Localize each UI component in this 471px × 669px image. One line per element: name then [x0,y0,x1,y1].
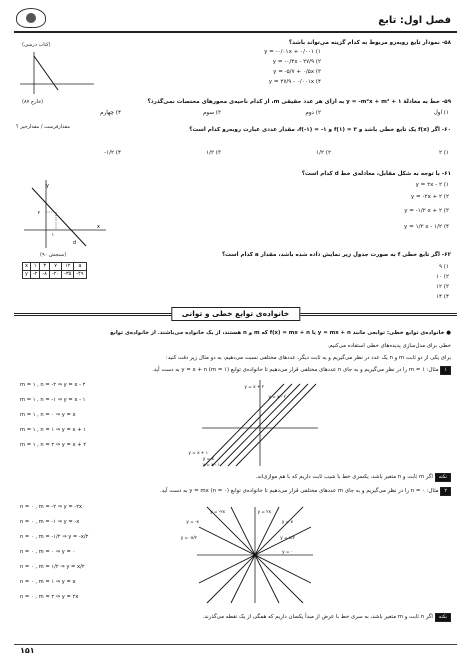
q60-option-1: ۲ (۱ [439,150,449,156]
q62-table-row-y [23,270,87,278]
intro-paragraph-1: ● خانواده‌ی توابع خطی: توابعی مانند y = mx + n یا f(x) = mx + n که m و n هستند، از یک خانواده می‌باشند. از خانواده‌ی توابع [110,330,451,336]
family1-label-c: y = x + ۱ [188,450,208,455]
family1-list [20,378,86,453]
q60-side-fraction: مقدارفرست / مقدارخیز ؟ [16,124,70,130]
family1-label-b: y = x - ۲ [268,394,286,399]
q59-option-2: ۲) دوم [305,110,321,116]
family2-label-d: y = x [281,519,293,524]
table-cell: ۱۲ [62,263,74,271]
family2-label-f: y = -x/۲ [180,535,197,540]
question-61: ۶۱- با توجه به شکل مقابل، معادله‌ی خط d کدام است؟ [301,171,451,177]
q61-y-label: y [46,183,49,189]
note-1-text: اگر m ثابت و n متغیر باشد، یکسری خط با شیب ثابت داریم که با هم موازی‌اند. [255,474,433,480]
q58-option-4: y = ۲۷/۹ - ۰/۰۰۱x (۴ [268,79,321,85]
list-item: n = ۰ , m = -۱/۲ ⇒ y = -x/۲ [20,534,89,540]
q58-option-3: y = -۵/۷ + ۰/۵x (۳ [273,69,321,75]
table-cell: x [23,263,31,271]
q58-source: (کتاب درسی) [22,42,51,48]
q58-line [34,56,58,90]
table-cell: -۸ [40,270,50,278]
family2-list [20,500,88,605]
table-cell: y [23,270,31,278]
intro-paragraph-3: برای یکی از دو ثابت m و n یک عدد در نظر می‌گیریم و به ثابت دیگر، عددهای مختلفی نسبت می‌دهیم، به دو مثال زیر دقت کنید: [165,355,451,361]
list-item: m = ۱ , n = ۱ ⇒ y = x + ۱ [20,427,87,433]
q62-table-row-x [23,263,87,271]
q61-option-3: y = -۱/۲ x + ۲ (۳ [404,208,449,214]
q58-graph [18,50,96,96]
family1-label-d: y = x [202,456,214,461]
example-2 [20,487,451,496]
section-banner [14,307,457,321]
q61-x-label: x [97,224,100,230]
list-item: n = ۰ , m = ۱/۲ ⇒ y = x/۲ [20,564,85,570]
example-2-text: مثال: n = ۰ را در نظر می‌گیریم و به جای m عددهای مختلفی قرار می‌دهیم تا خانواده‌ی توابع y = mx (n = ۰) به دست آید. [159,488,439,494]
q61-graph [22,178,108,250]
example-1 [20,366,451,375]
family2-label-a: y = -۲x [210,509,225,514]
family2-graph [180,505,315,605]
intro-paragraph-2: خطی برای مدل‌سازی پدیده‌های خطی استفاده می‌کنیم. [327,343,451,349]
page-number: ۱۵۱ [20,646,35,656]
list-item: m = ۱ , n = ۰ ⇒ y = x [20,412,76,418]
table-cell: -۳۵ [62,270,74,278]
list-item: n = ۰ , m = ۱ ⇒ y = x [20,579,76,585]
family1-graph [188,378,320,468]
family1-label-a: y = x + ۲ [244,384,264,389]
q60-option-3: ۱/۲ (۳ [206,150,221,156]
note-2-text: اگر n ثابت و m متغیر باشد، به سری خط با عرض از مبدأ یکسان داریم که همگی از یک نقطه می‌گذرند. [202,614,433,620]
q61-option-2: y = -۲x + ۲ (۲ [410,194,449,200]
family1-label-e: y = x - ۱ [202,462,220,467]
example-1-text: مثال: m = ۱ را در نظر می‌گیریم و به جای n عددهای مختلفی قرار می‌دهیم تا خانواده‌ی توابع y = x + n (m = ۱) به دست آید. [152,367,439,373]
q60-option-2: ۱/۲ (۲ [316,150,331,156]
q62-option-1: ۹ (۱ [439,264,449,270]
q62-option-2: ۱۰ (۲ [436,274,449,280]
table-cell: -۲۰ [49,270,61,278]
q61-two-label: ۲ [37,211,40,216]
table-cell: -۴۹ [74,270,86,278]
section-title: خانواده‌ی توابع خطی و توانی [171,307,300,321]
q60-option-4: -۱/۲ (۴ [104,150,121,156]
note-1 [20,473,451,482]
q61-one-label: ۱ [51,233,54,238]
q58-option-1: y = -۰/۰۱x + ۰/۰۰۱ (۱ [264,49,321,55]
chapter-title: فصل اول: تابع [378,15,451,26]
family2-label-b: y = ۲x [257,509,271,514]
list-item: n = ۰ , m = ۲ ⇒ y = ۲x [20,594,79,600]
q61-d-label: d [72,240,76,246]
family2-label-c: y = -x [186,519,199,524]
q59-option-3: ۳) سوم [202,110,221,116]
header-rule [14,31,457,33]
q62-option-3: ۱۲ (۳ [436,284,449,290]
example-1-tag: ۱ [440,366,451,375]
list-item: n = ۰ , m = -۱ ⇒ y = -x [20,519,80,525]
note-1-tag: نکته [435,473,451,482]
table-cell: ۷ [49,263,61,271]
q62-option-4: ۱۴ (۴ [436,294,449,300]
list-item: n = ۰ , m = -۲ ⇒ y = -۲x [20,504,83,510]
list-item: m = ۱ , n = -۱ ⇒ y = x - ۱ [20,397,86,403]
question-62: ۶۲- اگر تابع خطی f به صورت جدول زیر نمایش داده شده باشد، مقدار a کدام است؟ [221,252,451,258]
family2-label-e: y = x/۲ [280,535,295,540]
note-2 [20,613,451,622]
table-cell: -۲ [30,270,40,278]
q59-option-1: ۱) اول [433,110,449,116]
q61-option-1: y = ۲x - ۲ (۱ [415,182,449,188]
question-60: ۶۰- اگر f(x) یک تابع خطی باشد و f(۱) = ۳ و f(-۱) = -۱، مقدار عددی عبارت روبه‌رو کدام است؟ [189,127,451,133]
publisher-logo [16,8,46,28]
q62-source: (سنجش ۹۰) [40,252,67,258]
table-cell: ۱ [30,263,40,271]
table-cell: a [74,263,86,271]
q59-option-4: ۴) چهارم [100,110,121,116]
q61-line-d [32,188,86,246]
q62-table [22,262,87,279]
family2-label-g: y = ۰ [282,549,293,554]
example-2-tag: ۲ [440,487,451,496]
list-item: n = ۰ , m = ۰ ⇒ y = ۰ [20,549,76,555]
q59-source: (خارج ۸۷) [22,99,44,105]
q61-option-4: y = ۱/۲ x - ۱/۲ (۴ [404,224,449,230]
footer-rule [14,644,457,645]
q58-option-2: y = -۰/۴x - ۲۷/۹ (۲ [272,59,321,65]
list-item: m = ۱ , n = ۲ ⇒ y = x + ۲ [20,442,87,448]
note-2-tag: نکته [435,613,451,622]
list-item: m = ۱ , n = -۲ ⇒ y = x - ۲ [20,382,86,388]
question-58: ۵۸- نمودار تابع روبه‌رو مربوط به کدام گزینه می‌تواند باشد؟ [288,40,451,46]
question-59: ۵۹- خط به معادلهٔ y = -m²x + m² + ۱ به ازای هر عدد حقیقی m، از کدام ناحیه‌ی محورهای مختصات نمی‌گذرد؟ [147,99,451,105]
table-cell: ۳ [40,263,50,271]
